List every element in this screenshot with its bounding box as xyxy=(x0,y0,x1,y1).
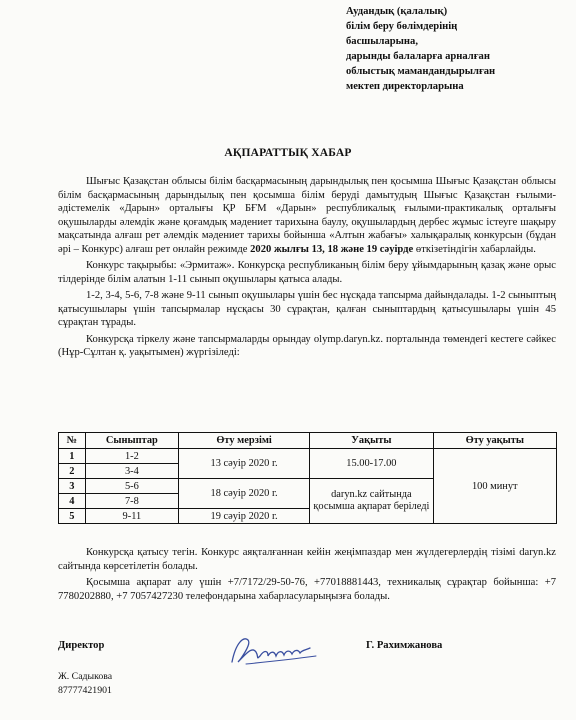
recipients-block xyxy=(346,4,570,94)
document-title: АҚПАРАТТЫҚ ХАБАР xyxy=(224,147,352,159)
recipient-line: Аудандық (қалалық) xyxy=(346,6,448,17)
header-grades: Сыныптар xyxy=(85,433,178,449)
paragraph-variants: 1-2, 3-4, 5-6, 7-8 және 9-11 сынып оқушылары үшін бес нұсқада тапсырма дайындалады. 1-2 сыныптың қатысушылары үшін тапсырмалар нұсқасы 30 сұрақтан, қалған сыныптардың қатысушылары үшін 45 сұрақтан тұрады. xyxy=(58,290,556,328)
executor-name: Ж. Садыкова xyxy=(58,671,113,682)
date-cell: 18 сәуір 2020 г. xyxy=(179,479,310,509)
signatory-name: Г. Рахимжанова xyxy=(366,640,443,651)
signatory-role: Директор xyxy=(58,640,105,651)
date-cell: 19 сәуір 2020 г. xyxy=(179,509,310,524)
document-body-continued xyxy=(58,546,556,606)
row-grades: 1-2 xyxy=(85,449,178,464)
row-grades: 9-11 xyxy=(85,509,178,524)
paragraph-topic: Конкурс тақырыбы: «Эрмитаж». Конкурсқа республиканың білім беру ұйымдарының қазақ және орыс тілдерінде білім алатын 1-11 сынып оқушылары қатыса алады. xyxy=(58,260,556,285)
header-number: № xyxy=(59,433,86,449)
row-grades: 5-6 xyxy=(85,479,178,494)
header-duration: Өту уақыты xyxy=(433,433,556,449)
document-body xyxy=(58,175,556,363)
paragraph-intro xyxy=(58,175,556,256)
schedule-table xyxy=(58,432,557,524)
recipient-line: дарынды балаларға арналған xyxy=(346,51,490,62)
header-date: Өту мерзімі xyxy=(179,433,310,449)
row-number: 5 xyxy=(59,509,86,524)
executor-phone: 87777421901 xyxy=(58,685,112,696)
row-number: 3 xyxy=(59,479,86,494)
paragraph-results: Конкурсқа қатысу тегін. Конкурс аяқталғаннан кейін жеңімпаздар мен жүлдегерлердің тізімі daryn.kz сайтында көрсетілетін болады. xyxy=(58,547,556,572)
header-time: Уақыты xyxy=(310,433,433,449)
date-cell: 13 сәуір 2020 г. xyxy=(179,449,310,479)
paragraph-contacts: Қосымша ақпарат алу үшін +7/7172/29-50-76, +77018881443, техникалық сұрақтар бойынша: +7 7780202880, +7 7057427230 телефондарына хабарласуларыңызға болады. xyxy=(58,577,556,602)
row-number: 4 xyxy=(59,494,86,509)
row-grades: 7-8 xyxy=(85,494,178,509)
recipient-line: облыстық мамандандырылған xyxy=(346,66,496,77)
recipient-line: білім беру бөлімдерінің xyxy=(346,21,458,32)
paragraph-registration: Конкурсқа тіркелу және тапсырмаларды орындау olymp.daryn.kz. порталында төмендегі кестеге сәйкес (Нұр-Сұлтан қ. уақытымен) жүргізіледі: xyxy=(58,333,556,358)
intro-end: өткізетіндігін хабарлайды. xyxy=(415,243,536,255)
intro-text: Шығыс Қазақстан облысы білім басқармасының дарындылық пен қосымша Шығыс Қазақстан облысы білім басқармасының дарындылық пен қосымша білім беруді дамытудың Шығыс Қазақстан ғылыми-әдістемелік «Дарын» орталығы ҚР БҒМ «Дарын» республикалық ғылыми-практикалық орталығы оқушыларды әлемдік және қоғамдық мәдениет тарихына баулу, оқушылардың дербес жұмыс істеуге шақыру мақсатында алғаш рет әлемдік мәдениет тарихы бойынша «Алтын жабағы» халықаралық конкурсын (бұдан әрі – Конкурс) алғаш рет онлайн режимде xyxy=(58,176,556,255)
table-header-row xyxy=(59,433,557,449)
duration-cell: 100 минут xyxy=(433,449,556,524)
intro-dates: 2020 жылғы 13, 18 және 19 сәуірде xyxy=(250,243,414,255)
recipient-line: басшыларына, xyxy=(346,36,418,47)
row-number: 1 xyxy=(59,449,86,464)
row-number: 2 xyxy=(59,464,86,479)
executor-block xyxy=(58,670,112,698)
time-cell: daryn.kz сайтында қосымша ақпарат беріледі xyxy=(310,479,433,524)
handwritten-signature xyxy=(226,632,326,672)
time-cell: 15.00-17.00 xyxy=(310,449,433,479)
recipient-line: мектеп директорларына xyxy=(346,81,464,92)
table-row xyxy=(59,449,557,464)
row-grades: 3-4 xyxy=(85,464,178,479)
